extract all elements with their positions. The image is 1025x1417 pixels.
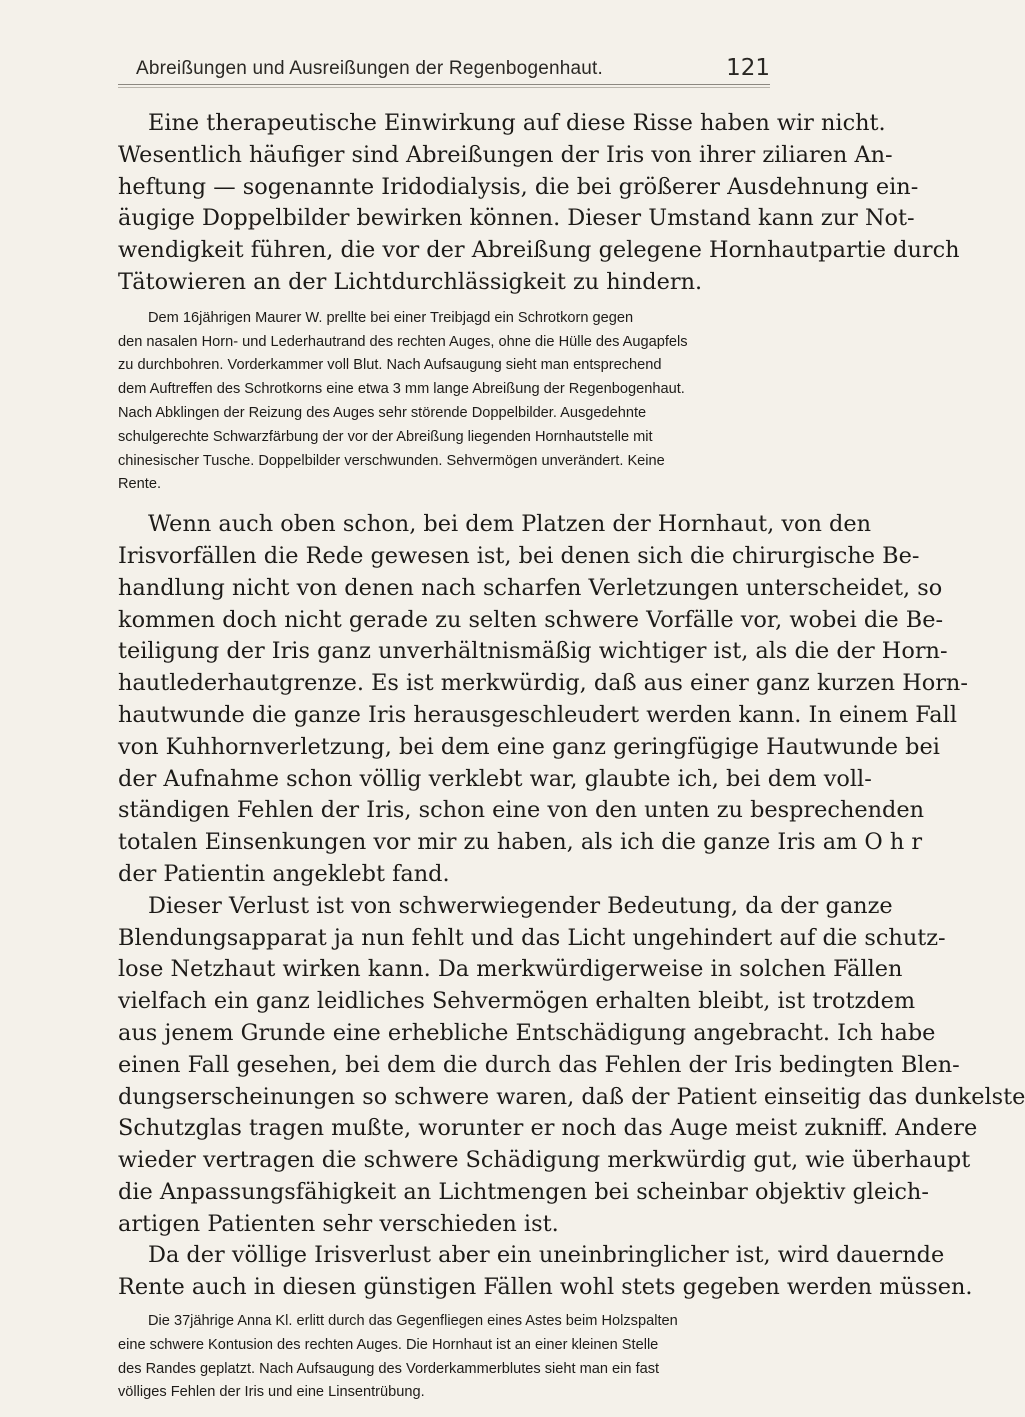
paragraph-line: ständigen Fehlen der Iris, schon eine von den unten zu besprechenden	[118, 797, 925, 824]
paragraph-line: vielfach ein ganz leidliches Sehvermögen erhalten bleibt, ist trotzdem	[118, 988, 916, 1015]
page-number: 121	[726, 55, 770, 81]
paragraph-line: kommen doch nicht gerade zu selten schwere Vorfälle vor, wobei die Be-	[118, 606, 944, 633]
paragraph-line: der Patientin angeklebt fand.	[118, 860, 450, 887]
paragraph-line: heftung — sogenannte Iridodialysis, die bei größerer Ausdehnung ein-	[118, 173, 919, 200]
paragraph-line: Da der völlige Irisverlust aber ein uneinbringlicher ist, wird dauernde	[148, 1242, 945, 1269]
paragraph-line: der Aufnahme schon völlig verklebt war, glaubte ich, bei dem voll-	[118, 765, 872, 792]
paragraph-line: Irisvorfällen die Rede gewesen ist, bei denen sich die chirurgische Be-	[118, 542, 920, 569]
paragraph-line: artigen Patienten sehr verschieden ist.	[118, 1210, 559, 1237]
case-note-line: den nasalen Horn- und Lederhautrand des rechten Auges, ohne die Hülle des Augapfels	[118, 333, 688, 350]
paragraph-line: Dieser Verlust ist von schwerwiegender Bedeutung, da der ganze	[148, 892, 893, 919]
paragraph-line: hautlederhautgrenze. Es ist merkwürdig, daß aus einer ganz kurzen Horn-	[118, 670, 968, 697]
case-note-line: Nach Abklingen der Reizung des Auges sehr störende Doppelbilder. Ausgedehnte	[118, 404, 647, 421]
paragraph-line: aus jenem Grunde eine erhebliche Entschädigung angebracht. Ich habe	[118, 1019, 936, 1046]
header-rule	[118, 84, 770, 88]
case-note-line: völliges Fehlen der Iris und eine Linsentrübung.	[118, 1384, 425, 1401]
case-note-line: Rente.	[118, 476, 161, 493]
paragraph-1	[118, 108, 960, 299]
text-block	[118, 108, 1025, 1417]
case-note-1	[118, 307, 770, 497]
case-note-line: zu durchbohren. Vorderkammer voll Blut. Nach Aufsaugung sieht man entsprechend	[118, 357, 662, 374]
case-note-line: schulgerechte Schwarzfärbung der vor der Abreißung liegenden Hornhautstelle mit	[118, 428, 653, 445]
paragraph-line: Tätowieren an der Lichtdurchlässigkeit zu hindern.	[118, 268, 703, 295]
running-title: Abreißungen und Ausreißungen der Regenbogenhaut.	[136, 58, 604, 79]
case-note-line: Die 37jährige Anna Kl. erlitt durch das Gegenfliegen eines Astes beim Holzspalten	[148, 1313, 678, 1330]
paragraph-line: Blendungsapparat ja nun fehlt und das Licht ungehindert auf die schutz-	[118, 924, 946, 951]
paragraph-line: lose Netzhaut wirken kann. Da merkwürdigerweise in solchen Fällen	[118, 956, 903, 983]
paragraph-line: Rente auch in diesen günstigen Fällen wohl stets gegeben werden müssen.	[118, 1274, 973, 1301]
paragraph-line: von Kuhhornverletzung, bei dem eine ganz geringfügige Hautwunde bei	[118, 733, 940, 760]
paragraph-line: Schutzglas tragen mußte, worunter er noch das Auge meist zukniff. Andere	[118, 1115, 978, 1142]
paragraph-line: handlung nicht von denen nach scharfen Verletzungen unterscheidet, so	[118, 574, 943, 601]
paragraph-3	[118, 891, 1025, 1241]
case-note-line: chinesischer Tusche. Doppelbilder verschwunden. Sehvermögen unverändert. Keine	[118, 452, 665, 469]
paragraph-line: totalen Einsenkungen vor mir zu haben, als ich die ganze Iris am O h r	[118, 829, 923, 856]
paragraph-line: dungserscheinungen so schwere waren, daß der Patient einseitig das dunkelste	[118, 1083, 1025, 1110]
case-note-line: Dem 16jährigen Maurer W. prellte bei einer Treibjagd ein Schrotkorn gegen	[148, 309, 634, 326]
paragraph-line: äugige Doppelbilder bewirken können. Dieser Umstand kann zur Not-	[118, 205, 915, 232]
paragraph-line: Eine therapeutische Einwirkung auf diese Risse haben wir nicht.	[148, 110, 886, 136]
paragraph-line: wendigkeit führen, die vor der Abreißung gelegene Hornhautpartie durch	[118, 237, 960, 264]
case-note-line: dem Auftreffen des Schrotkorns eine etwa 3 mm lange Abreißung der Regenbogenhaut.	[118, 381, 685, 398]
paragraph-line: wieder vertragen die schwere Schädigung merkwürdig gut, wie überhaupt	[118, 1147, 971, 1174]
paragraph-line: einen Fall gesehen, bei dem die durch das Fehlen der Iris bedingten Blen-	[118, 1051, 960, 1078]
paragraph-line: Wesentlich häufiger sind Abreißungen der Iris von ihrer ziliaren An-	[118, 141, 893, 168]
case-note-line: eine schwere Kontusion des rechten Auges. Die Hornhaut ist an einer kleinen Stelle	[118, 1336, 659, 1353]
case-note-2	[118, 1310, 770, 1405]
paragraph-line: teiligung der Iris ganz unverhältnismäßig wichtiger ist, als die der Horn-	[118, 638, 948, 665]
paragraph-4	[118, 1240, 973, 1304]
running-head	[118, 55, 770, 88]
paragraph-line: Wenn auch oben schon, bei dem Platzen der Hornhaut, von den	[148, 511, 872, 538]
paragraph-line: die Anpassungsfähigkeit an Lichtmengen bei scheinbar objektiv gleich-	[118, 1178, 929, 1205]
case-note-line: des Randes geplatzt. Nach Aufsaugung des Vorderkammerblutes sieht man ein fast	[118, 1360, 660, 1377]
paragraph-2	[118, 509, 968, 891]
paragraph-line: hautwunde die ganze Iris herausgeschleudert werden kann. In einem Fall	[118, 701, 957, 728]
